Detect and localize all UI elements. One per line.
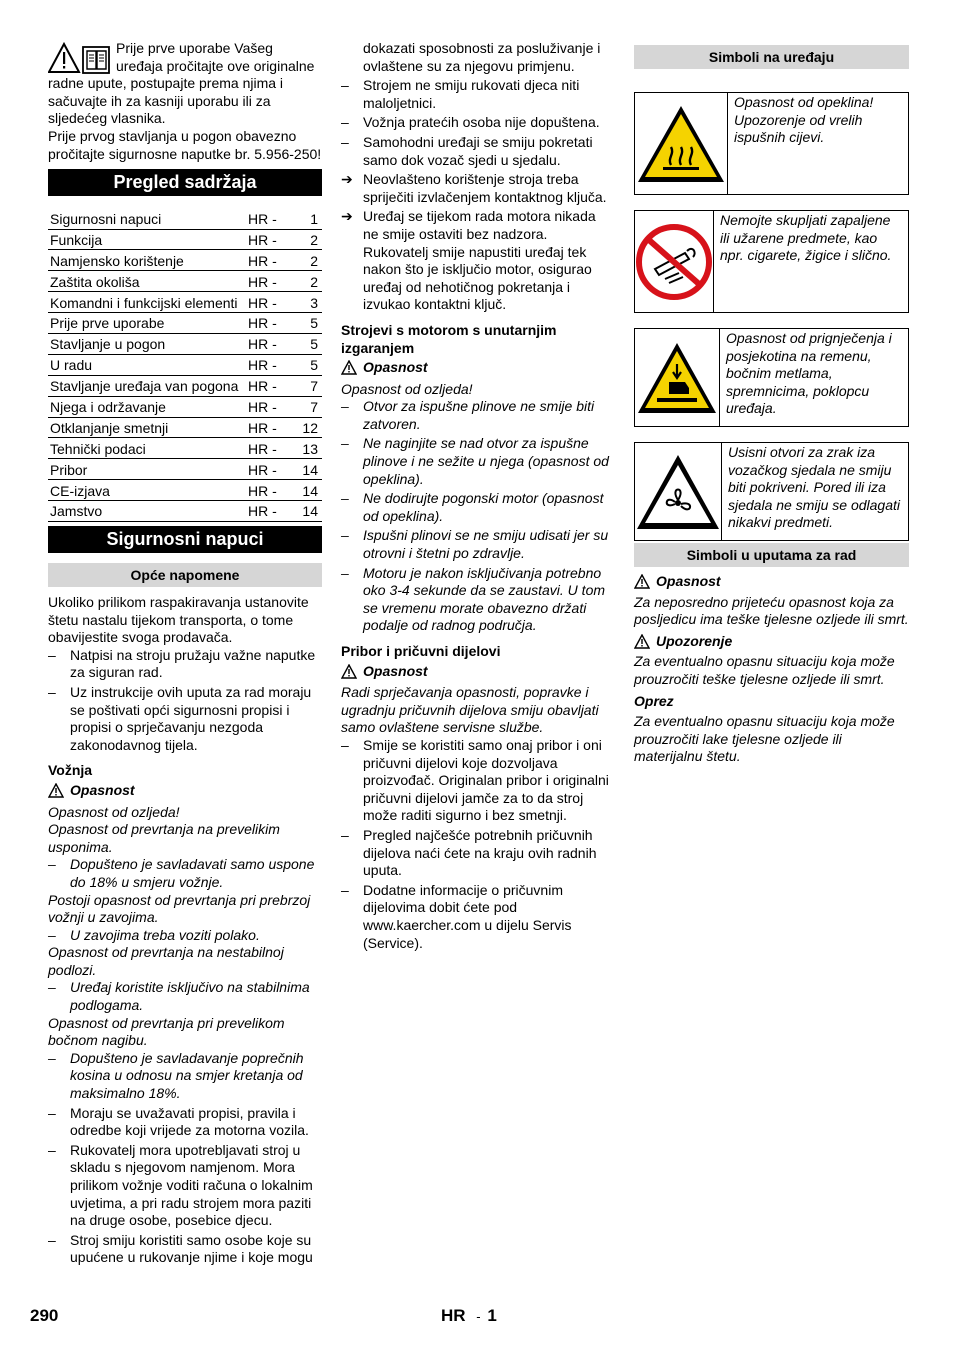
- general-bullet: – Natpisi na stroju pružaju važne naputke za siguran rad.: [48, 646, 316, 681]
- operator-bullet: – Vožnja pratećih osoba nije dopuštena.: [341, 114, 600, 131]
- warning-text: Za eventualno opasnu situaciju koja može prouzročiti teške tjelesne ozljede ili smrt.: [634, 653, 895, 687]
- toc-title: Pribor: [48, 459, 248, 480]
- parts-danger-label: Opasnost: [341, 663, 613, 681]
- toc-page: 7: [298, 375, 322, 396]
- symbol-text: Usisni otvori za zrak iza vozačkog sjedala ne smiju biti pokriveni. Pored ili iza sjedala ne smiju se odlagati nikakvi predmeti.: [728, 444, 900, 531]
- toc-prefix: HR -: [248, 459, 298, 480]
- arrow-icon: ➔: [341, 208, 353, 225]
- column-2: [341, 40, 613, 952]
- column-1: [48, 40, 322, 1267]
- general-notes-text: Ukoliko prilikom raspakiravanja ustanovite štetu nastalu tijekom transporta, o tome obavijestite svoga prodavača.: [48, 594, 309, 646]
- toc-title: Tehnički podaci: [48, 438, 248, 459]
- toc-title: Komandni i funkcijski elementi: [48, 292, 248, 313]
- no-burning-objects-icon: [635, 223, 713, 301]
- warning-triangle-icon: [634, 574, 650, 589]
- arrow-instruction: ➔ Uređaj se tijekom rada motora nikada ne smije ostaviti bez nadzora. Rukovatelj smije napustiti uređaj tek nakon što je isključio motor, osigurao uređaj od nehotičnog pokretanja i izvukao kontaktni ključ.: [341, 208, 596, 313]
- toc-title: Zaštita okoliša: [48, 271, 248, 292]
- intro-text-2: Prije prvog stavljanja u pogon obavezno pročitajte sigurnosne naputke br. 5.956-250!: [48, 127, 322, 162]
- column-3: [634, 40, 909, 766]
- footer-lang: HR: [441, 1306, 466, 1325]
- toc-title: Stavljanje uređaja van pogona: [48, 375, 248, 396]
- engine-bullet: – Motoru je nakon isključivanja potrebno oko 3-4 sekunde da se zaustavi. U tom se vremenu morate obavezno držati podalje od radnog područja.: [341, 564, 606, 634]
- engine-bullet: – Ispušni plinovi se ne smiju udisati jer su otrovni i štetni po zdravlje.: [341, 527, 609, 562]
- toc-title: Stavljanje u pogon: [48, 334, 248, 355]
- parts-bullet: – Pregled najčešće potrebnih pričuvnih dijelova naći ćete na kraju ovih radnih uputa.: [341, 826, 597, 879]
- toc-row: [48, 459, 322, 480]
- table-of-contents: [48, 208, 322, 522]
- driving-bullet: – U zavojima treba voziti polako.: [48, 926, 260, 943]
- toc-heading: Pregled sadržaja: [48, 169, 322, 196]
- symbol-text: Nemojte skupljati zapaljene ili užarene predmete, kao npr. cigarete, žigice i slično.: [720, 212, 892, 264]
- toc-page: 2: [298, 271, 322, 292]
- driving-text: Opasnost od ozljeda!: [48, 803, 180, 820]
- fan-warning-icon: [635, 452, 721, 532]
- danger-label: Opasnost: [634, 573, 909, 591]
- toc-prefix: HR -: [248, 375, 298, 396]
- page-number: 290: [30, 1306, 59, 1325]
- toc-row: [48, 480, 322, 501]
- driving-rule-bullet: – Moraju se uvažavati propisi, pravila i odredbe koji vrijede za motorna vozila.: [48, 1104, 309, 1139]
- symbol-text: Opasnost od opeklina! Upozorenje od vrelih ispušnih cijevi.: [734, 94, 874, 146]
- toc-prefix: HR -: [248, 480, 298, 501]
- driving-text: Opasnost od prevrtanja pri prevelikom bočnom nagibu.: [48, 1014, 285, 1049]
- caution-label: Oprez: [634, 692, 674, 709]
- manual-symbols-heading: Simboli u uputama za rad: [634, 543, 909, 567]
- intro: [48, 40, 322, 163]
- driving-heading: Vožnja: [48, 762, 93, 779]
- driving-bullet: – Uređaj koristite isključivo na stabilnima podlogama.: [48, 979, 310, 1014]
- driving-rule-bullet: – Stroj smiju koristiti samo osobe koje su upućene u rukovanje njime i koje mogu: [48, 1231, 313, 1266]
- crush-hazard-icon: [635, 340, 719, 416]
- arrow-instruction: ➔ Neovlašteno korištenje stroja treba spriječiti izvlačenjem kontaktnog ključa.: [341, 171, 607, 205]
- warning-triangle-icon: [48, 783, 64, 798]
- toc-row: [48, 229, 322, 250]
- toc-page: 14: [298, 459, 322, 480]
- driving-text: Postoji opasnost od prevrtanja pri prebrzoj vožnji u zavojima.: [48, 891, 311, 926]
- engine-danger-label: Opasnost: [341, 359, 613, 377]
- warning-label: Upozorenje: [634, 633, 909, 651]
- engine-text: Opasnost od ozljeda!: [341, 380, 473, 397]
- parts-bullet: – Dodatne informacije o pričuvnim dijelovima dobit ćete pod www.kaercher.com u dijelu Servis (Service).: [341, 881, 572, 951]
- toc-page: 5: [298, 354, 322, 375]
- engine-heading: Strojevi s motorom s unutarnjim izgaranjem: [341, 321, 557, 356]
- toc-title: Sigurnosni napuci: [48, 208, 248, 229]
- toc-title: CE-izjava: [48, 480, 248, 501]
- toc-page: 14: [298, 501, 322, 522]
- toc-prefix: HR -: [248, 313, 298, 334]
- arrow-icon: ➔: [341, 171, 353, 188]
- page-footer-code: [441, 1307, 497, 1326]
- engine-bullet: – Ne naginjite se nad otvor za ispušne plinove i ne sežite u njega (opasnost od opeklina).: [341, 435, 609, 487]
- toc-prefix: HR -: [248, 208, 298, 229]
- toc-row: [48, 417, 322, 438]
- toc-row: [48, 250, 322, 271]
- operator-bullet: – Strojem ne smiju rukovati djeca niti maloljetnici.: [341, 77, 580, 111]
- parts-bullet: – Smije se koristiti samo onaj pribor i oni pričuvni dijelovi koje dozvoljava proizvođač. Originalan pribor i originalni pričuvni dijelovi jamče za to da stroj može raditi sigurno i bez smetnji.: [341, 736, 609, 824]
- device-symbols-heading: Simboli na uređaju: [634, 45, 909, 69]
- toc-title: Njega i održavanje: [48, 396, 248, 417]
- toc-title: Prije prve uporabe: [48, 313, 248, 334]
- toc-title: Namjensko korištenje: [48, 250, 248, 271]
- danger-text: Za neposredno prijeteću opasnost koja za posljedicu ima teške tjelesne ozljede ili smrt.: [634, 593, 909, 628]
- toc-page: 2: [298, 229, 322, 250]
- toc-prefix: HR -: [248, 438, 298, 459]
- toc-page: 5: [298, 334, 322, 355]
- warning-triangle-icon: [341, 664, 357, 679]
- toc-row: [48, 292, 322, 313]
- toc-page: 12: [298, 417, 322, 438]
- symbol-no-burning-objects: [634, 210, 909, 313]
- toc-row: [48, 501, 322, 522]
- continued-text: dokazati sposobnosti za posluživanje i ovlaštene su za njegovu primjenu.: [363, 40, 601, 74]
- safety-heading: Sigurnosni napuci: [48, 526, 322, 553]
- toc-prefix: HR -: [248, 417, 298, 438]
- symbol-fan-warning: [634, 442, 909, 541]
- driving-text: Opasnost od prevrtanja na prevelikim usponima.: [48, 821, 280, 855]
- toc-prefix: HR -: [248, 501, 298, 522]
- symbol-text: Opasnost od prignječenja i posjekotina na remenu, bočnim metlama, spremnicima, poklopcu uređaja.: [726, 330, 892, 417]
- toc-page: 14: [298, 480, 322, 501]
- toc-page: 5: [298, 313, 322, 334]
- toc-page: 7: [298, 396, 322, 417]
- toc-title: Otklanjanje smetnji: [48, 417, 248, 438]
- warning-triangle-icon: [341, 360, 357, 375]
- toc-row: [48, 438, 322, 459]
- toc-page: 3: [298, 292, 322, 313]
- intro-text-1: Prije prve uporabe Vašeg uređaja pročitajte ove originalne radne upute, postupajte prema njima i sačuvajte ih za kasniji uporabu ili za sljedećeg vlasnika.: [48, 40, 315, 127]
- toc-row: [48, 334, 322, 355]
- driving-rule-bullet: – Rukovatelj mora upotrebljavati stroj u skladu s njegovom namjenom. Mora prilikom vožnje voditi računa o lokalnim uvjetima, a pri radu strojem mora paziti na druge osobe, posebice djecu.: [48, 1141, 313, 1229]
- toc-row: [48, 208, 322, 229]
- toc-row: [48, 375, 322, 396]
- toc-prefix: HR -: [248, 250, 298, 271]
- toc-prefix: HR -: [248, 292, 298, 313]
- toc-prefix: HR -: [248, 334, 298, 355]
- general-bullet: – Uz instrukcije ovih uputa za rad moraju se poštivati opći sigurnosni propisi i propisi o sprječavanju nezgoda zakonodavnog tijela.: [48, 683, 312, 753]
- parts-text: Radi sprječavanja opasnosti, popravke i ugradnju pričuvnih dijelova smiju obavljati samo ovlaštene servisne službe.: [341, 684, 599, 736]
- toc-prefix: HR -: [248, 229, 298, 250]
- driving-bullet: – Dopušteno je savladavanje poprečnih kosina u odnosu na smjer kretanja od maksimalno 18%.: [48, 1049, 304, 1102]
- hot-surface-icon: [635, 103, 727, 185]
- warning-triangle-icon: [634, 634, 650, 649]
- driving-bullet: – Dopušteno je savladavati samo uspone do 18% u smjeru vožnje.: [48, 856, 315, 890]
- parts-heading: Pribor i pričuvni dijelovi: [341, 643, 501, 659]
- toc-prefix: HR -: [248, 354, 298, 375]
- toc-prefix: HR -: [248, 271, 298, 292]
- toc-title: Funkcija: [48, 229, 248, 250]
- operator-bullet: – Samohodni uređaji se smiju pokretati samo dok vozač sjedi u sjedalu.: [341, 133, 593, 168]
- toc-row: [48, 313, 322, 334]
- footer-local-page: 1: [487, 1306, 497, 1325]
- toc-title: Jamstvo: [48, 501, 248, 522]
- symbol-crush-hazard: [634, 328, 909, 427]
- symbol-hot-surface: [634, 92, 909, 195]
- warning-manual-icon: [48, 41, 114, 75]
- driving-text: Opasnost od prevrtanja na nestabilnoj podlozi.: [48, 944, 284, 978]
- engine-bullet: – Ne dodirujte pogonski motor (opasnost od opeklina).: [341, 490, 604, 524]
- toc-row: [48, 354, 322, 375]
- engine-bullet: – Otvor za ispušne plinove ne smije biti zatvoren.: [341, 398, 595, 432]
- toc-row: [48, 271, 322, 292]
- toc-page: 1: [298, 208, 322, 229]
- driving-danger-label: Opasnost: [48, 782, 322, 800]
- toc-page: 13: [298, 438, 322, 459]
- toc-prefix: HR -: [248, 396, 298, 417]
- toc-row: [48, 396, 322, 417]
- general-notes-heading: Opće napomene: [48, 563, 322, 587]
- caution-text: Za eventualno opasnu situaciju koja može prouzročiti lake tjelesne ozljede ili materijalnu štetu.: [634, 713, 895, 765]
- toc-page: 2: [298, 250, 322, 271]
- footer-separator: -: [476, 1309, 481, 1324]
- toc-title: U radu: [48, 354, 248, 375]
